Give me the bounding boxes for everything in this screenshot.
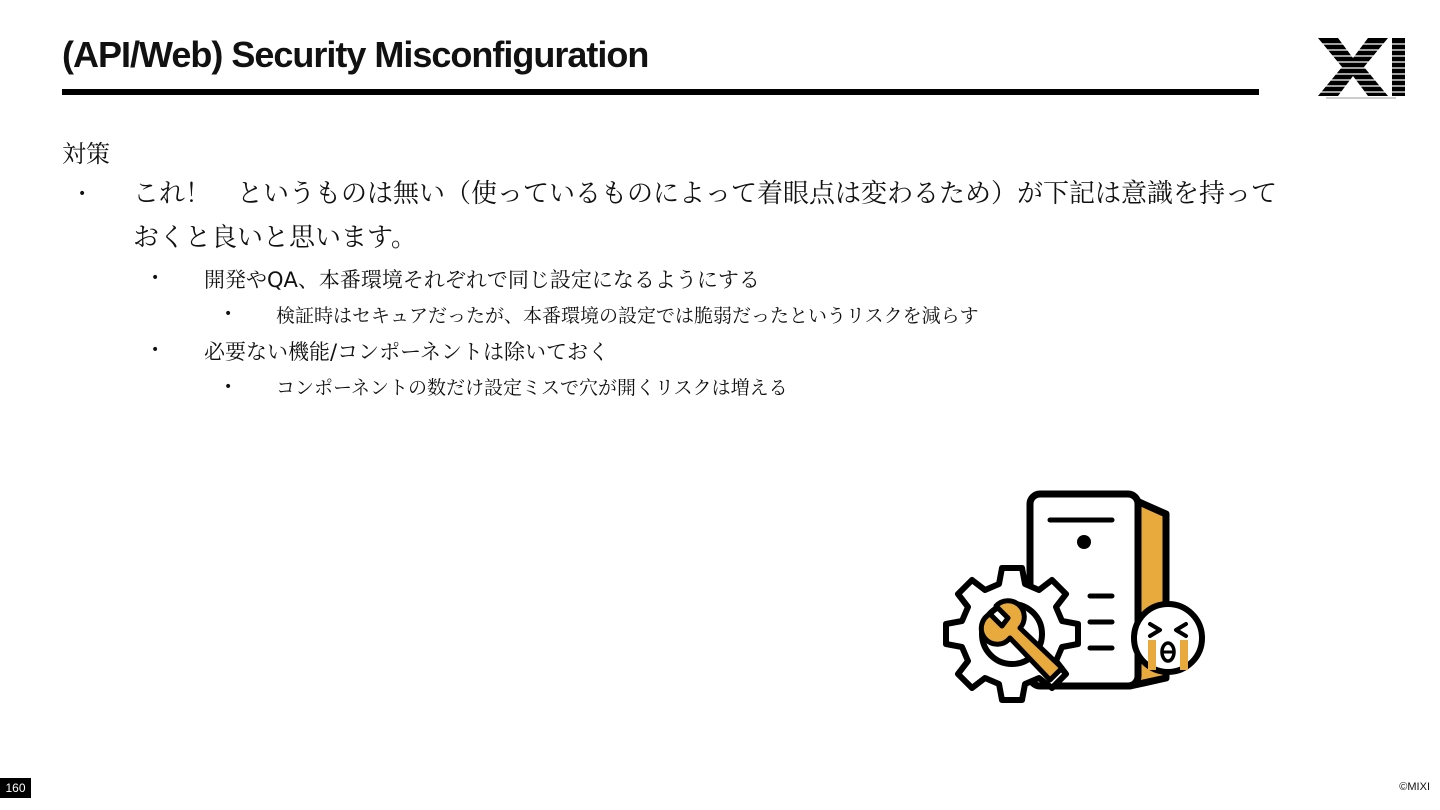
- bullet-item-1-line1: これ！ というものは無い（使っているものによって着眼点は変わるため）が下記は意識を持って: [133, 179, 1278, 209]
- sub-sub-bullet-1: 検証時はセキュアだったが、本番環境の設定では脆弱だったというリスクを減らす: [276, 305, 979, 327]
- bullet-marker: •: [224, 306, 233, 322]
- bullet-marker: •: [224, 379, 233, 395]
- sub-bullet-2: 必要ない機能/コンポーネントは除いておく: [204, 340, 610, 364]
- bullet-marker: •: [151, 270, 160, 286]
- title-underline: [62, 89, 1259, 95]
- bullet-marker: •: [78, 186, 87, 202]
- slide-title: (API/Web) Security Misconfiguration: [62, 34, 649, 75]
- sub-sub-bullet-2: コンポーネントの数だけ設定ミスで穴が開くリスクは増える: [276, 377, 788, 399]
- server-gear-illustration: [940, 488, 1210, 703]
- bullet-item-1-line2: おくと良いと思います。: [133, 223, 417, 253]
- sub-bullet-1: 開発やQA、本番環境それぞれで同じ設定になるようにする: [204, 268, 760, 292]
- bullet-marker: •: [151, 342, 160, 358]
- mixi-logo: [1316, 34, 1408, 100]
- section-heading: 対策: [62, 140, 110, 168]
- copyright-text: ©MIXI: [1399, 781, 1430, 793]
- page-number: 160: [0, 778, 31, 798]
